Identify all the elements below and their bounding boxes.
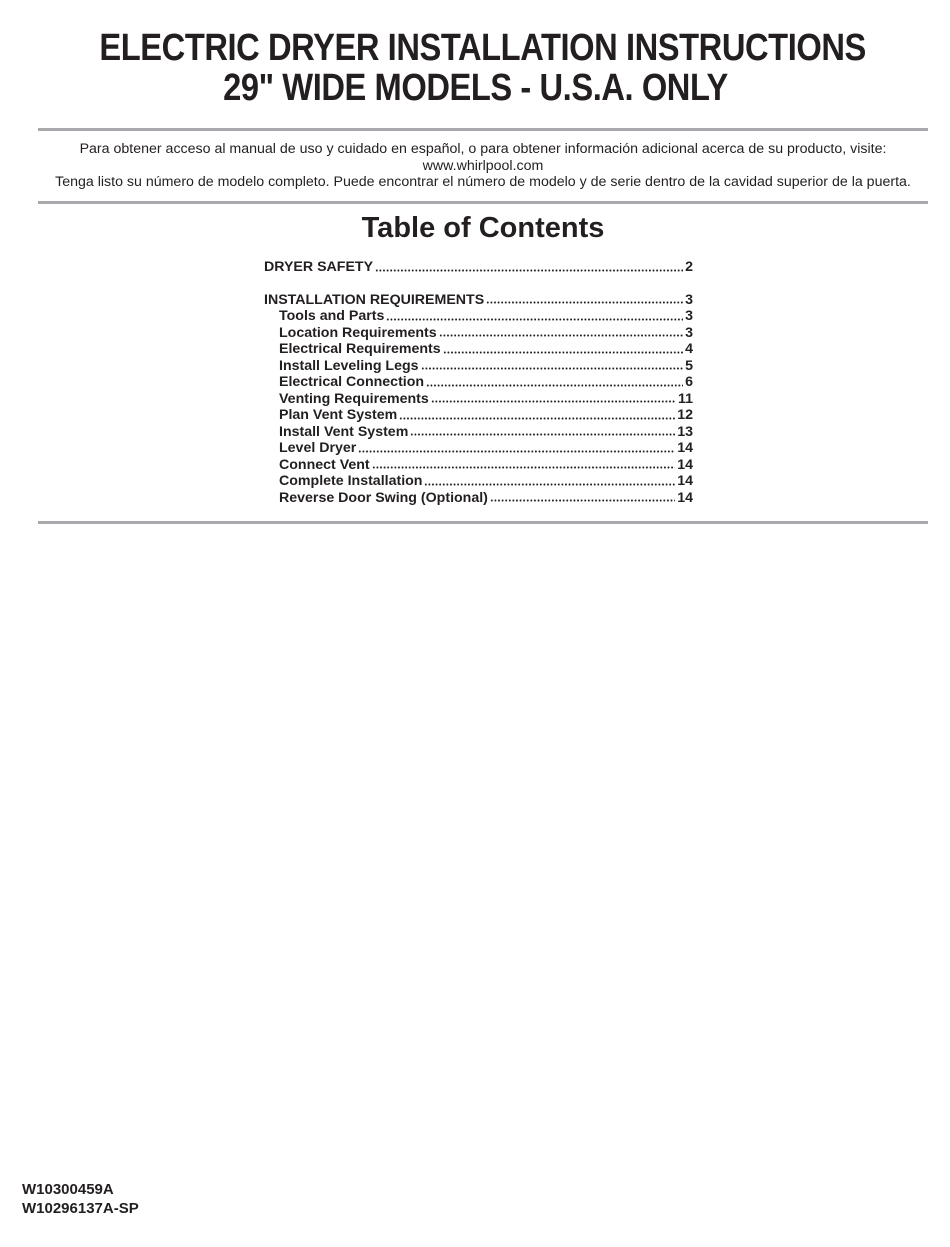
dot-leader bbox=[439, 334, 683, 337]
toc-entry-page: 3 bbox=[685, 291, 693, 308]
toc-entry-page: 12 bbox=[677, 407, 693, 423]
toc-entry-label: DRYER SAFETY bbox=[264, 259, 374, 275]
toc-entry-label: Complete Installation bbox=[279, 473, 423, 489]
table-of-contents bbox=[264, 259, 693, 506]
dot-leader bbox=[421, 367, 684, 370]
toc-entry-page: 3 bbox=[685, 308, 693, 324]
info-line: Para obtener acceso al manual de uso y cuidado en español, o para obtener información adicional acerca de su producto, visite: bbox=[79, 141, 887, 157]
toc-entry-page: 14 bbox=[677, 456, 693, 473]
dot-leader bbox=[386, 318, 683, 321]
document-code: W10300459A bbox=[22, 1181, 114, 1198]
toc-entry-page: 11 bbox=[678, 390, 693, 407]
website-link[interactable]: www.whirlpool.com bbox=[422, 157, 544, 174]
dot-leader bbox=[410, 433, 675, 436]
toc-entry-label: Plan Vent System bbox=[279, 407, 398, 423]
toc-entry-label: INSTALLATION REQUIREMENTS bbox=[264, 291, 485, 308]
dot-leader bbox=[424, 483, 675, 486]
document-title-line-2: 29" WIDE MODELS - U.S.A. ONLY bbox=[222, 67, 728, 109]
toc-entry-page: 13 bbox=[677, 423, 693, 440]
toc-entry-label: Install Leveling Legs bbox=[279, 357, 419, 374]
divider bbox=[38, 128, 928, 131]
toc-entry[interactable] bbox=[264, 292, 693, 309]
document-code: W10296137A-SP bbox=[22, 1200, 139, 1217]
toc-entry-label: Venting Requirements bbox=[279, 390, 429, 407]
toc-entry-page: 14 bbox=[677, 489, 693, 506]
toc-entry[interactable] bbox=[264, 440, 693, 457]
toc-entry-label: Electrical Connection bbox=[279, 374, 425, 390]
toc-entry-page: 3 bbox=[685, 324, 693, 341]
document-codes bbox=[22, 1180, 139, 1218]
toc-entry[interactable] bbox=[264, 308, 693, 325]
dot-leader bbox=[443, 351, 683, 354]
dot-leader bbox=[399, 417, 675, 420]
document-title-line-1: ELECTRIC DRYER INSTALLATION INSTRUCTIONS bbox=[99, 27, 867, 69]
divider bbox=[38, 521, 928, 524]
toc-entry-page: 4 bbox=[685, 341, 693, 357]
toc-entry-label: Connect Vent bbox=[279, 456, 370, 473]
toc-entry-label: Reverse Door Swing (Optional) bbox=[279, 489, 488, 506]
dot-leader bbox=[490, 499, 675, 502]
toc-entry-label: Electrical Requirements bbox=[279, 341, 441, 357]
toc-entry-page: 2 bbox=[685, 259, 693, 275]
toc-entry[interactable] bbox=[264, 341, 693, 358]
divider bbox=[38, 201, 928, 204]
toc-entry[interactable] bbox=[264, 407, 693, 424]
toc-entry[interactable] bbox=[264, 259, 693, 276]
dot-leader bbox=[426, 384, 683, 387]
dot-leader bbox=[375, 269, 683, 272]
toc-heading: Table of Contents bbox=[361, 212, 605, 244]
toc-entry-label: Level Dryer bbox=[279, 440, 357, 456]
dot-leader bbox=[358, 450, 675, 453]
toc-entry-page: 6 bbox=[685, 374, 693, 390]
toc-entry-page: 14 bbox=[677, 473, 693, 489]
toc-entry[interactable] bbox=[264, 358, 693, 375]
toc-entry[interactable] bbox=[264, 457, 693, 474]
toc-entry[interactable] bbox=[264, 374, 693, 391]
toc-entry-label: Tools and Parts bbox=[279, 308, 385, 324]
toc-entry[interactable] bbox=[264, 490, 693, 507]
dot-leader bbox=[372, 466, 676, 469]
toc-entry[interactable] bbox=[264, 424, 693, 441]
spanish-info bbox=[0, 141, 950, 191]
toc-entry-page: 5 bbox=[685, 357, 693, 374]
info-line: Tenga listo su número de modelo completo. Puede encontrar el número de modelo y de serie dentro de la cavidad superior de la puerta. bbox=[55, 174, 911, 190]
dot-leader bbox=[431, 400, 676, 403]
toc-entry-label: Location Requirements bbox=[279, 324, 437, 341]
toc-entry-page: 14 bbox=[677, 440, 693, 456]
toc-entry-label: Install Vent System bbox=[279, 423, 409, 440]
toc-entry[interactable] bbox=[264, 325, 693, 342]
toc-entry[interactable] bbox=[264, 473, 693, 490]
dot-leader bbox=[486, 301, 683, 304]
toc-entry[interactable] bbox=[264, 391, 693, 408]
